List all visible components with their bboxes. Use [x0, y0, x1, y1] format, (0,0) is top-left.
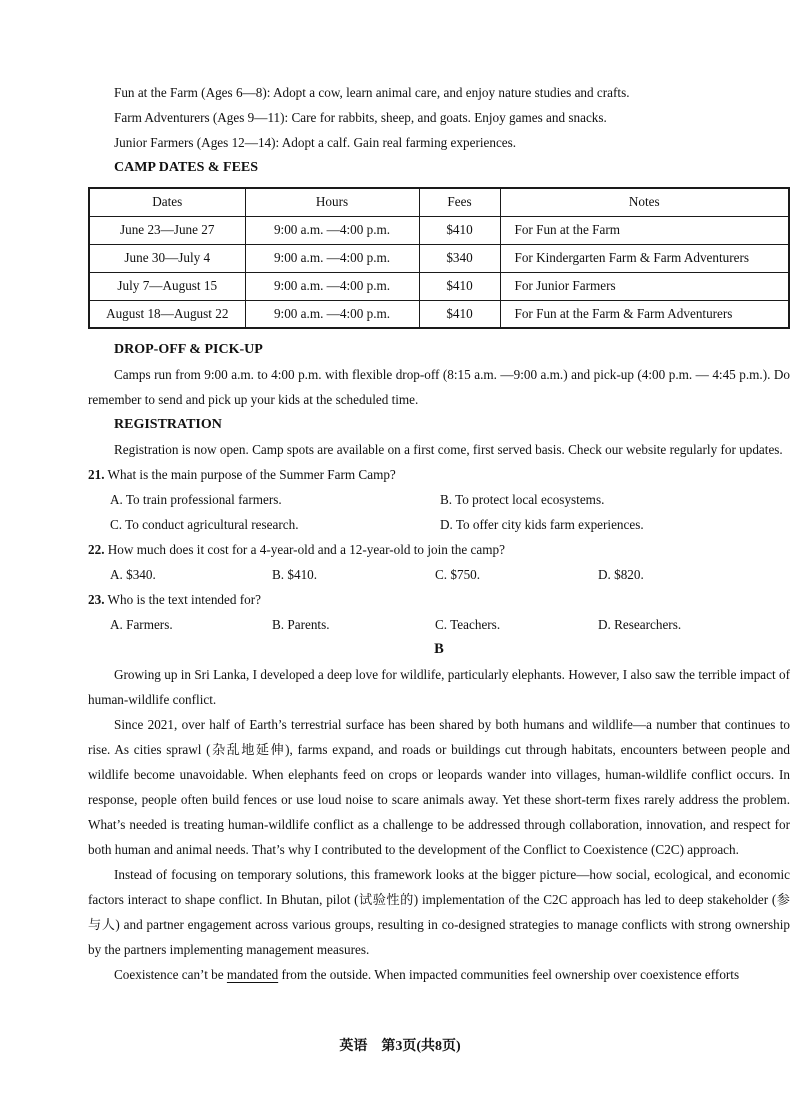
paragraph-text: from the outside. When impacted communities feel ownership over coexistence efforts: [278, 967, 740, 982]
table-row: [89, 300, 789, 328]
table-cell-fees: $410: [419, 300, 500, 328]
passage-paragraph-4: [88, 962, 790, 987]
dropoff-heading: DROP-OFF & PICK-UP: [114, 342, 263, 357]
option-c: C. $750.: [435, 567, 481, 582]
option-a: A. Farmers.: [110, 617, 173, 632]
intro-list: [88, 80, 790, 155]
registration-heading: REGISTRATION: [114, 417, 222, 432]
table-cell-hours: 9:00 a.m. —4:00 p.m.: [245, 216, 419, 244]
question-22-options: [88, 562, 790, 587]
table-cell-dates: August 18—August 22: [89, 300, 245, 328]
table-header-dates: Dates: [89, 188, 245, 216]
option-b: B. Parents.: [272, 617, 330, 632]
question-number: 23.: [88, 592, 105, 607]
question-21: [88, 462, 790, 487]
table-cell-dates: June 23—June 27: [89, 216, 245, 244]
passage-paragraph-1: Growing up in Sri Lanka, I developed a deep love for wildlife, particularly elephants. However, I also saw the terrible impact of human-wildlife conflict.: [88, 667, 790, 707]
underlined-word: mandated: [226, 967, 279, 982]
question-text: How much does it cost for a 4-year-old and a 12-year-old to join the camp?: [107, 542, 505, 557]
question-text: What is the main purpose of the Summer Farm Camp?: [107, 467, 396, 482]
table-cell-notes: For Junior Farmers: [500, 272, 789, 300]
table-cell-fees: $410: [419, 216, 500, 244]
option-b: B. To protect local ecosystems.: [440, 492, 605, 507]
table-header-row: [89, 188, 789, 216]
table-cell-notes: For Fun at the Farm & Farm Adventurers: [500, 300, 789, 328]
passage-paragraph-3: Instead of focusing on temporary solutions, this framework looks at the bigger picture—how social, ecological, and economic factors interact to shape conflict. In Bhutan, pilot (试验性的) implementation of the C2C approach has led to deep stakeholder (参与人) and partner engagement across various groups, resulting in co-designed strategies to manage conflicts with strong ownership by the partners implementing management measures.: [88, 867, 790, 957]
question-number: 22.: [88, 542, 105, 557]
table-row: [89, 272, 789, 300]
question-number: 21.: [88, 467, 105, 482]
passage-paragraph-2: Since 2021, over half of Earth’s terrestrial surface has been shared by both humans and wildlife—a number that continues to rise. As cities sprawl (杂乱地延伸), farms expand, and roads or buildings cut through habitats, encounters between people and wildlife become unavoidable. When elephants feed on crops or leopards wander into villages, human-wildlife conflict occurs. In response, people often build fences or use loud noise to scare animals away. Yet these short-term fixes rarely address the problem. What’s needed is treating human-wildlife conflict as a challenge to be addressed through collaboration, innovation, and respect for both human and animal needs. That’s why I contributed to the development of the Conflict to Coexistence (C2C) approach.: [88, 717, 790, 857]
question-22: [88, 537, 790, 562]
table-header-hours: Hours: [245, 188, 419, 216]
table-cell-hours: 9:00 a.m. —4:00 p.m.: [245, 244, 419, 272]
intro-line: Junior Farmers (Ages 12—14): Adopt a calf. Gain real farming experiences.: [114, 135, 517, 150]
registration-paragraph: Registration is now open. Camp spots are available on a first come, first served basis. Check our website regularly for updates.: [114, 442, 783, 457]
table-cell-fees: $340: [419, 244, 500, 272]
option-c: C. Teachers.: [435, 617, 501, 632]
camp-dates-heading: CAMP DATES & FEES: [114, 160, 259, 175]
table-cell-fees: $410: [419, 272, 500, 300]
intro-line: Farm Adventurers (Ages 9—11): Care for rabbits, sheep, and goats. Enjoy games and snacks.: [114, 110, 607, 125]
question-21-options: [88, 487, 790, 537]
table-cell-hours: 9:00 a.m. —4:00 p.m.: [245, 300, 419, 328]
intro-line: Fun at the Farm (Ages 6—8): Adopt a cow, learn animal care, and enjoy nature studies and crafts.: [114, 85, 630, 100]
option-d: D. $820.: [598, 567, 644, 582]
option-b: B. $410.: [272, 567, 318, 582]
table-cell-hours: 9:00 a.m. —4:00 p.m.: [245, 272, 419, 300]
question-23: [88, 587, 790, 612]
dropoff-paragraph: Camps run from 9:00 a.m. to 4:00 p.m. with flexible drop-off (8:15 a.m. —9:00 a.m.) and pick-up (4:00 p.m. — 4:45 p.m.). Do remember to send and pick up your kids at the scheduled time.: [88, 367, 790, 407]
table-row: [89, 216, 789, 244]
question-23-options: [88, 612, 790, 637]
section-b-label: B: [434, 641, 444, 657]
camp-fees-table: [88, 187, 790, 329]
table-header-fees: Fees: [419, 188, 500, 216]
option-a: A. $340.: [110, 567, 156, 582]
paragraph-text: Coexistence can’t be: [114, 967, 227, 982]
table-cell-dates: June 30—July 4: [89, 244, 245, 272]
page-footer: 英语 第3页(共8页): [339, 1039, 461, 1054]
table-cell-dates: July 7—August 15: [89, 272, 245, 300]
table-cell-notes: For Fun at the Farm: [500, 216, 789, 244]
option-a: A. To train professional farmers.: [110, 492, 282, 507]
option-d: D. Researchers.: [598, 617, 682, 632]
option-d: D. To offer city kids farm experiences.: [440, 517, 644, 532]
table-header-notes: Notes: [500, 188, 789, 216]
question-text: Who is the text intended for?: [107, 592, 261, 607]
table-row: [89, 244, 789, 272]
option-c: C. To conduct agricultural research.: [110, 517, 299, 532]
table-cell-notes: For Kindergarten Farm & Farm Adventurers: [500, 244, 789, 272]
page-content: [88, 80, 790, 987]
